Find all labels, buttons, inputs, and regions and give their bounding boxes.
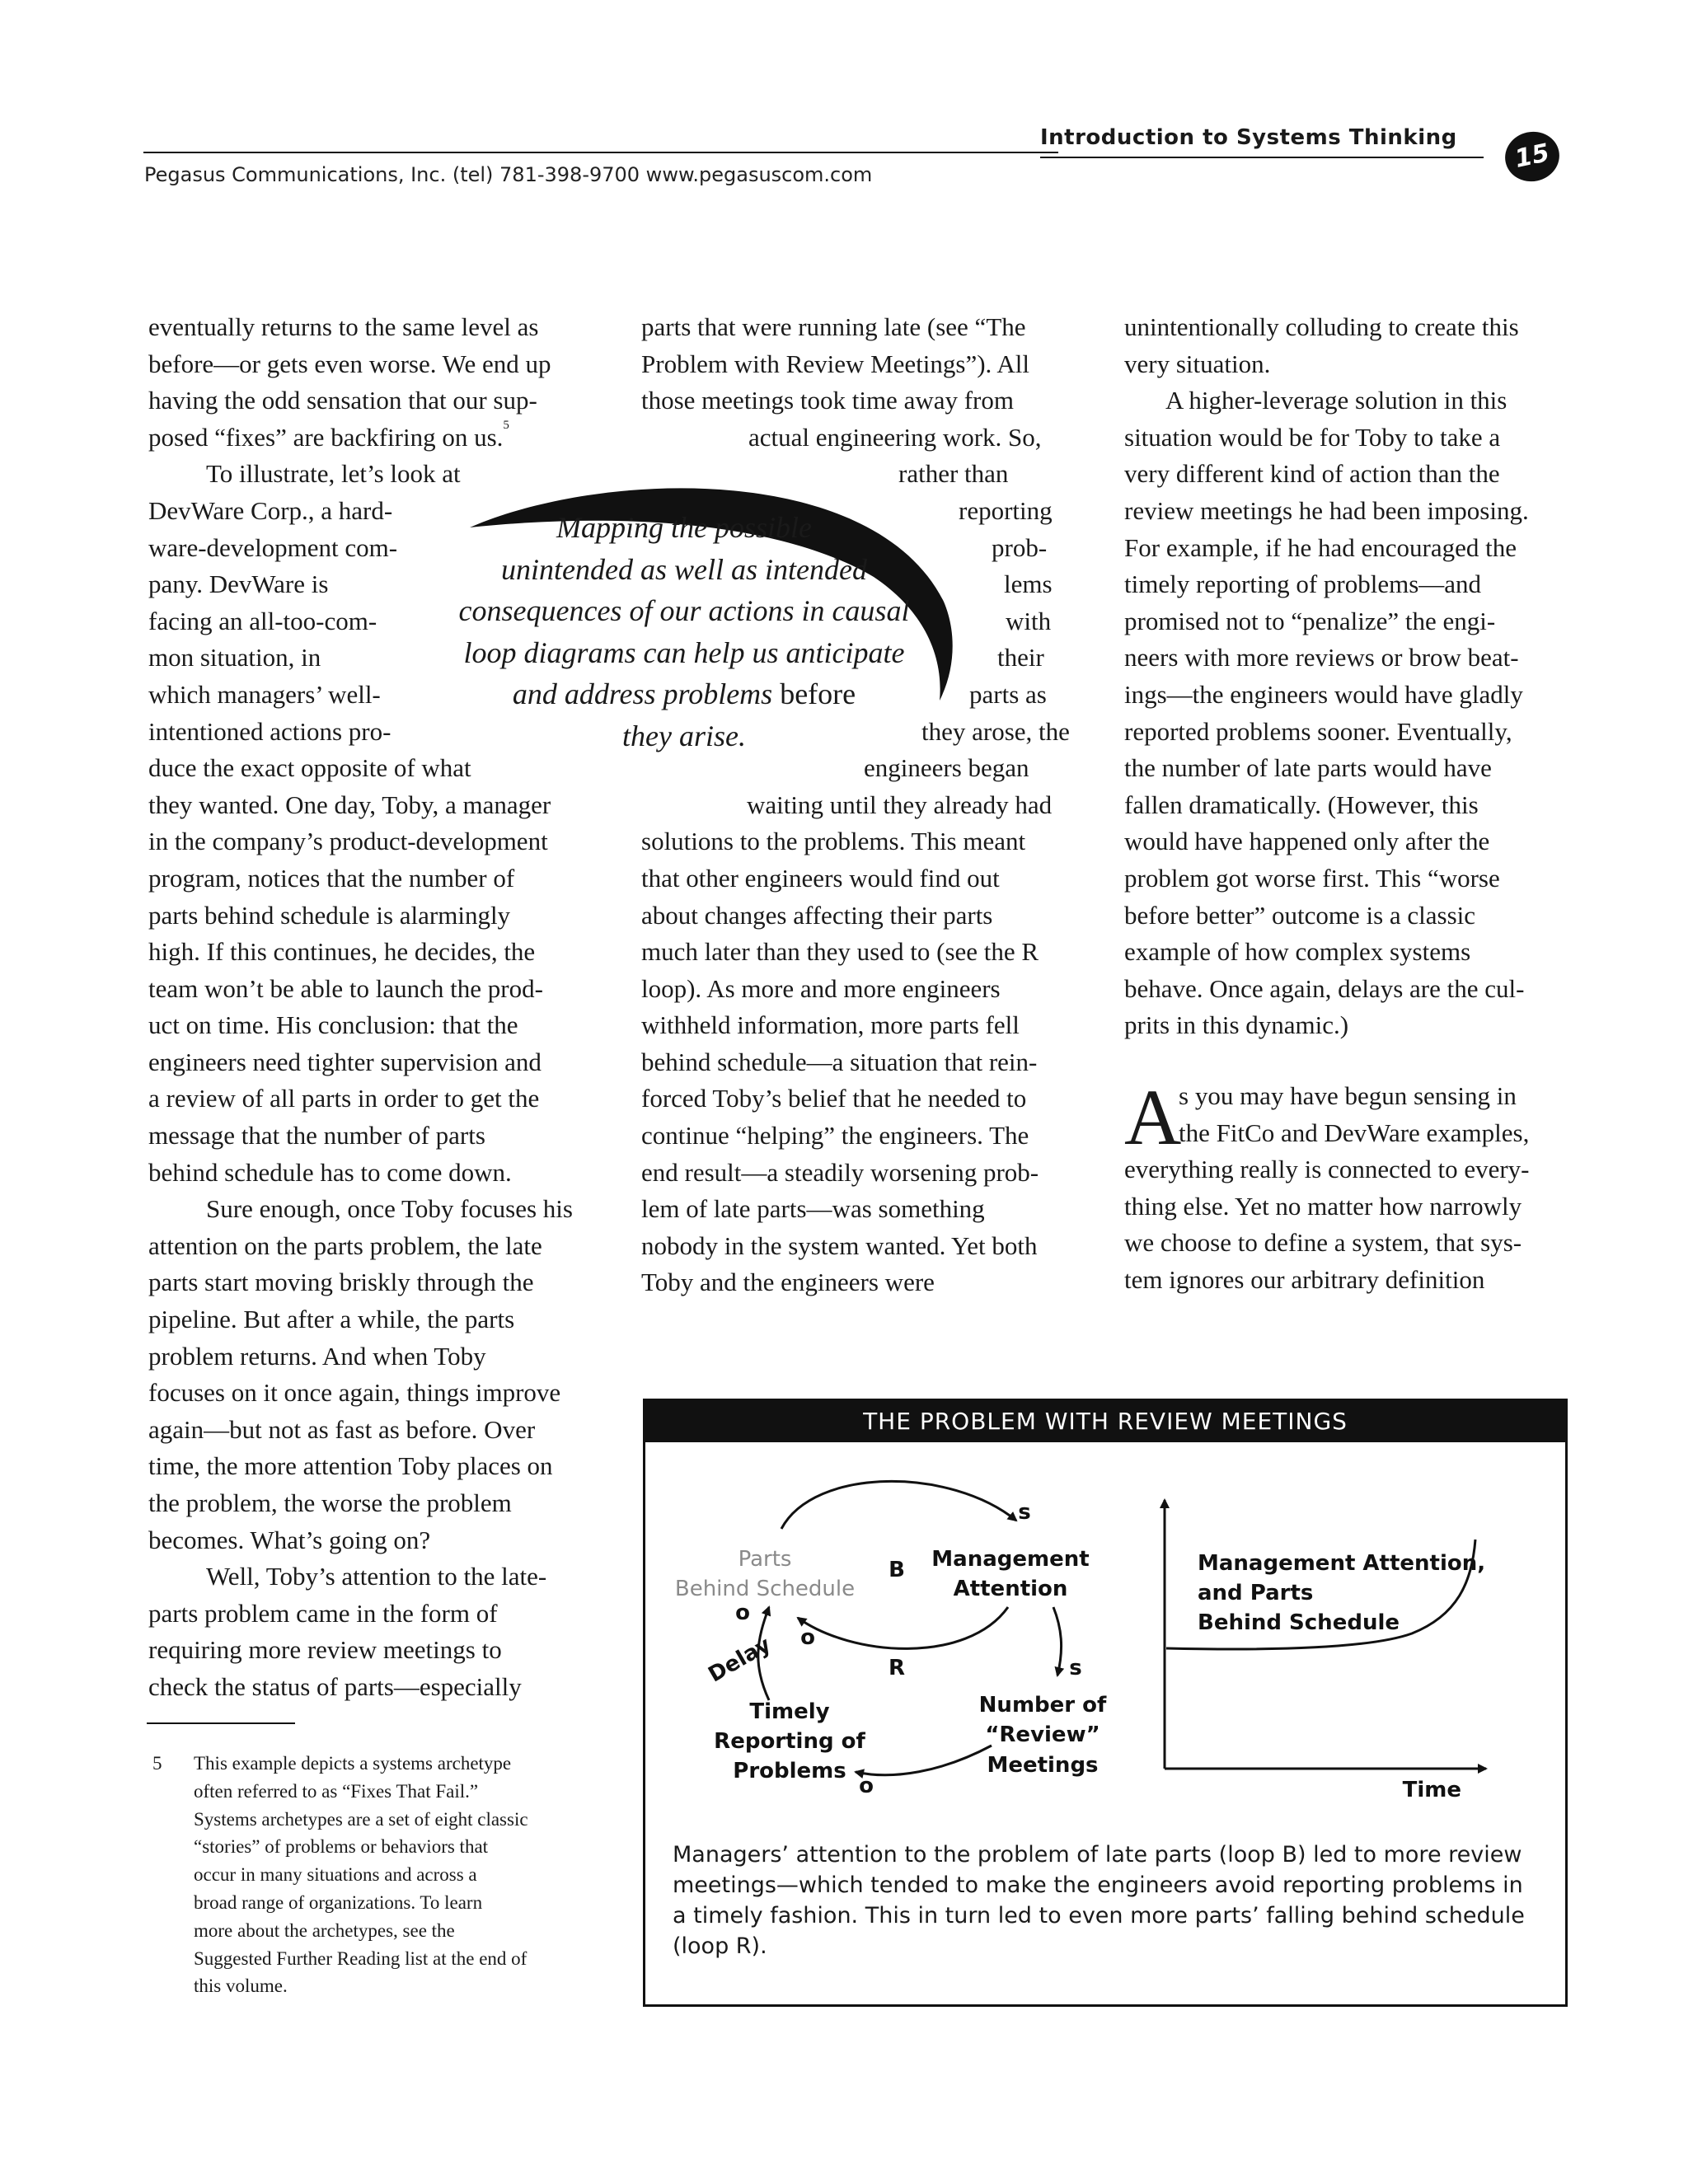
col1-line: requiring more review meetings to <box>148 1635 502 1665</box>
col2-line: loop). As more and more engineers <box>641 973 1001 1003</box>
pullquote-line: unintended as well as intended <box>501 552 867 586</box>
col1-line: time, the more attention Toby places on <box>148 1451 553 1481</box>
page-number: 15 <box>1500 127 1564 186</box>
delay-label: Delay <box>704 1632 776 1688</box>
col2-line: those meetings took time away from <box>641 386 1014 415</box>
col3-line: problem got worse first. This “worse <box>1124 863 1500 893</box>
footnote-line: often referred to as “Fixes That Fail.” <box>194 1780 479 1802</box>
running-head: Introduction to Systems Thinking <box>1040 125 1457 150</box>
col2-line: reporting <box>959 495 1053 525</box>
col2-line: engineers began <box>864 753 1029 783</box>
col1-line: high. If this continues, he decides, the <box>148 937 536 967</box>
col3-line: behave. Once again, delays are the cul- <box>1124 973 1525 1003</box>
polarity-parts-from-timely: o <box>735 1601 750 1625</box>
node-meetings-line3: Meetings <box>987 1753 1099 1778</box>
col1-line: which managers’ well- <box>148 679 381 709</box>
graph-x-label: Time <box>1402 1778 1461 1802</box>
col1-line: mon situation, in <box>148 643 321 673</box>
col2-line: lems <box>1004 569 1053 599</box>
pullquote-upright: before <box>772 677 856 710</box>
node-timely-line1: Timely <box>749 1699 830 1724</box>
col1-line: parts behind schedule is alarmingly <box>148 900 511 930</box>
col3-line: review meetings he had been imposing. <box>1124 495 1529 525</box>
arrow-mgmt-to-meetings <box>1053 1607 1062 1675</box>
col3b-line: s you may have begun sensing in <box>1179 1081 1517 1110</box>
footnote-ref: 5 <box>503 418 509 432</box>
col1-line: Sure enough, once Toby focuses his <box>206 1194 573 1224</box>
pullquote-line <box>445 673 923 715</box>
col3-line: prits in this dynamic.) <box>1124 1010 1349 1040</box>
caption-line: Managers’ attention to the problem of late parts (loop B) led to more review <box>673 1842 1522 1868</box>
col2-line: behind schedule—a situation that rein- <box>641 1047 1038 1076</box>
col3b-line: the FitCo and DevWare examples, <box>1179 1118 1530 1147</box>
footnote-line: “stories” of problems or behaviors that <box>194 1836 489 1858</box>
footnote-line: broad range of organizations. To learn <box>194 1891 483 1913</box>
col1-line: they wanted. One day, Toby, a manager <box>148 790 551 819</box>
arrow-parts-to-mgmt <box>781 1481 1016 1529</box>
col2-line: they arose, the <box>921 716 1070 746</box>
col3b-line: thing else. Yet no matter how narrowly <box>1124 1191 1522 1221</box>
col3-line: very different kind of action than the <box>1124 459 1500 489</box>
header-rule <box>143 152 1058 153</box>
node-meetings-line1: Number of <box>978 1693 1107 1718</box>
node-mgmt-line1: Management <box>931 1547 1090 1572</box>
col1-line: behind schedule has to come down. <box>148 1157 512 1187</box>
col2-line: waiting until they already had <box>747 790 1053 819</box>
figure-diagram <box>645 1442 1565 1838</box>
col3-line: promised not to “penalize” the engi- <box>1124 606 1496 635</box>
col3-line: very situation. <box>1124 349 1271 378</box>
col3-line: situation would be for Toby to take a <box>1124 422 1501 452</box>
footnote-body <box>194 1750 528 2000</box>
col3-line: unintentionally colluding to create this <box>1124 312 1519 341</box>
col2-line: about changes affecting their parts <box>641 900 993 930</box>
footnote-line: This example depicts a systems archetype <box>194 1753 512 1774</box>
col2-line: Toby and the engineers were <box>641 1268 935 1297</box>
col1-line: again—but not as fast as before. Over <box>148 1414 536 1444</box>
col1-line: ware-development com- <box>148 532 398 562</box>
col1-line: a review of all parts in order to get the <box>148 1084 540 1113</box>
col3-line: ings—the engineers would have gladly <box>1124 679 1523 709</box>
col3b-line: everything really is connected to every- <box>1124 1155 1530 1184</box>
col2-line: that other engineers would find out <box>641 863 1000 893</box>
col1-line: eventually returns to the same level as <box>148 312 539 341</box>
footnote-line: Suggested Further Reading list at the end of <box>194 1947 528 1969</box>
col1-line: message that the number of parts <box>148 1121 485 1151</box>
arrow-mgmt-to-parts <box>798 1607 1008 1648</box>
col3-line: example of how complex systems <box>1124 937 1471 967</box>
col2-line: with <box>1006 606 1052 635</box>
footnote-line: Systems archetypes are a set of eight classic <box>194 1808 528 1830</box>
caption-line: a timely fashion. This in turn led to even more parts’ falling behind schedule <box>673 1903 1525 1929</box>
col2-line: their <box>997 643 1044 673</box>
causal-loop-diagram <box>675 1481 1107 1798</box>
col1-line: engineers need tighter supervision and <box>148 1047 542 1076</box>
col2-line: lem of late parts—was something <box>641 1194 985 1224</box>
col1-line: pipeline. But after a while, the parts <box>148 1305 515 1334</box>
col2-line: much later than they used to (see the R <box>641 937 1039 967</box>
pullquote-italic: and address problems <box>512 677 773 710</box>
col3b-line: we choose to define a system, that sys- <box>1124 1228 1522 1258</box>
footnote-line: this volume. <box>194 1975 288 1997</box>
col2-line: end result—a steadily worsening prob- <box>641 1157 1039 1187</box>
col1-line: before—or gets even worse. We end up <box>148 349 551 378</box>
col1-line: the problem, the worse the problem <box>148 1488 512 1517</box>
footnote-line: more about the archetypes, see the <box>194 1919 455 1941</box>
col2-line: Problem with Review Meetings”). All <box>641 349 1029 378</box>
loop-b-label: B <box>889 1558 905 1582</box>
col1-line: attention on the parts problem, the late <box>148 1230 542 1260</box>
graph-series-label-3: Behind Schedule <box>1198 1610 1400 1635</box>
col1-line: check the status of parts—especially <box>148 1671 522 1701</box>
col3-line: A higher-leverage solution in this <box>1165 386 1507 415</box>
polarity-timely: o <box>859 1774 874 1798</box>
header-rule-right <box>1040 157 1484 158</box>
footnote-number: 5 <box>152 1753 162 1774</box>
graph-series-label-2: and Parts <box>1198 1581 1314 1605</box>
col1-line: focuses on it once again, things improve <box>148 1378 561 1408</box>
arrow-meetings-to-timely <box>856 1746 992 1775</box>
col3-line: before better” outcome is a classic <box>1124 900 1476 930</box>
col1-line: intentioned actions pro- <box>148 716 392 746</box>
col3-line: For example, if he had encouraged the <box>1124 532 1517 562</box>
pullquote <box>445 507 923 757</box>
column-3-section-2 <box>1124 1073 1530 1299</box>
caption-line: (loop R). <box>673 1933 767 1959</box>
col2-line: withheld information, more parts fell <box>641 1010 1020 1040</box>
col2-line: actual engineering work. So, <box>748 422 1042 452</box>
col3-line: the number of late parts would have <box>1124 753 1492 783</box>
col2-line: continue “helping” the engineers. The <box>641 1121 1029 1151</box>
node-mgmt-line2: Attention <box>953 1577 1068 1601</box>
col1-line: becomes. What’s going on? <box>148 1525 431 1554</box>
col1-line-text: posed “fixes” are backfiring on us. <box>148 422 504 452</box>
caption-line: meetings—which tended to make the engineers avoid reporting problems in <box>673 1872 1523 1898</box>
col1-line: duce the exact opposite of what <box>148 753 471 783</box>
behavior-over-time-graph <box>1165 1500 1486 1802</box>
col2-line: parts that were running late (see “The <box>641 312 1026 341</box>
node-parts-line1: Parts <box>738 1547 792 1572</box>
drop-cap: A <box>1124 1073 1182 1161</box>
col1-line: DevWare Corp., a hard- <box>148 495 393 525</box>
pullquote-line: consequences of our actions in causal <box>458 594 910 627</box>
polarity-mgmt: s <box>1018 1500 1031 1525</box>
col1-line: pany. DevWare is <box>148 569 329 599</box>
col2-line: nobody in the system wanted. Yet both <box>641 1230 1038 1260</box>
polarity-meetings: s <box>1069 1656 1082 1680</box>
col1-line: uct on time. His conclusion: that the <box>148 1010 518 1040</box>
col2-line: rather than <box>898 459 1009 489</box>
col3b-line: tem ignores our arbitrary definition <box>1124 1264 1485 1294</box>
col1-line: team won’t be able to launch the prod- <box>148 973 543 1003</box>
col1-line: parts start moving briskly through the <box>148 1268 534 1297</box>
footnote-rule <box>147 1722 295 1724</box>
node-timely-line2: Reporting of <box>714 1729 865 1754</box>
col1-line: To illustrate, let’s look at <box>206 459 461 489</box>
col1-line: Well, Toby’s attention to the late- <box>206 1562 547 1591</box>
col1-line <box>148 419 573 457</box>
loop-r-label: R <box>888 1656 906 1680</box>
footnote-line: occur in many situations and across a <box>194 1864 477 1886</box>
col3-line: timely reporting of problems—and <box>1124 569 1482 599</box>
node-timely-line3: Problems <box>733 1759 846 1783</box>
figure-caption <box>673 1840 1525 1961</box>
column-2 <box>641 309 1070 1301</box>
publisher-line: Pegasus Communications, Inc. (tel) 781-398-9700 www.pegasuscom.com <box>144 163 873 186</box>
pullquote-line: Mapping the possible <box>556 511 812 544</box>
column-3 <box>1124 309 1529 1044</box>
col2-line: forced Toby’s belief that he needed to <box>641 1084 1027 1113</box>
node-parts-line2: Behind Schedule <box>674 1577 856 1601</box>
col1-line: problem returns. And when Toby <box>148 1341 486 1371</box>
graph-series-label-1: Management Attention, <box>1198 1551 1486 1576</box>
figure-title: THE PROBLEM WITH REVIEW MEETINGS <box>645 1401 1565 1442</box>
col1-line: having the odd sensation that our sup- <box>148 386 537 415</box>
node-meetings-line2: “Review” <box>985 1722 1100 1747</box>
col3-line: fallen dramatically. (However, this <box>1124 790 1479 819</box>
col1-line: facing an all-too-com- <box>148 606 377 635</box>
col2-line: prob- <box>992 532 1048 562</box>
col3-line: would have happened only after the <box>1124 827 1490 856</box>
polarity-parts-from-mgmt: o <box>800 1625 815 1650</box>
col1-line: program, notices that the number of <box>148 863 515 893</box>
figure-box <box>643 1399 1568 2007</box>
pullquote-line: they arise. <box>622 719 746 752</box>
col2-line: solutions to the problems. This meant <box>641 827 1026 856</box>
col1-line: parts problem came in the form of <box>148 1598 498 1628</box>
pullquote-line: loop diagrams can help us anticipate <box>463 635 905 669</box>
col1-line: in the company’s product-development <box>148 827 548 856</box>
col3-line: reported problems sooner. Eventually, <box>1124 716 1512 746</box>
col2-line: parts as <box>969 679 1047 709</box>
col3-line: neers with more reviews or brow beat- <box>1124 643 1519 673</box>
